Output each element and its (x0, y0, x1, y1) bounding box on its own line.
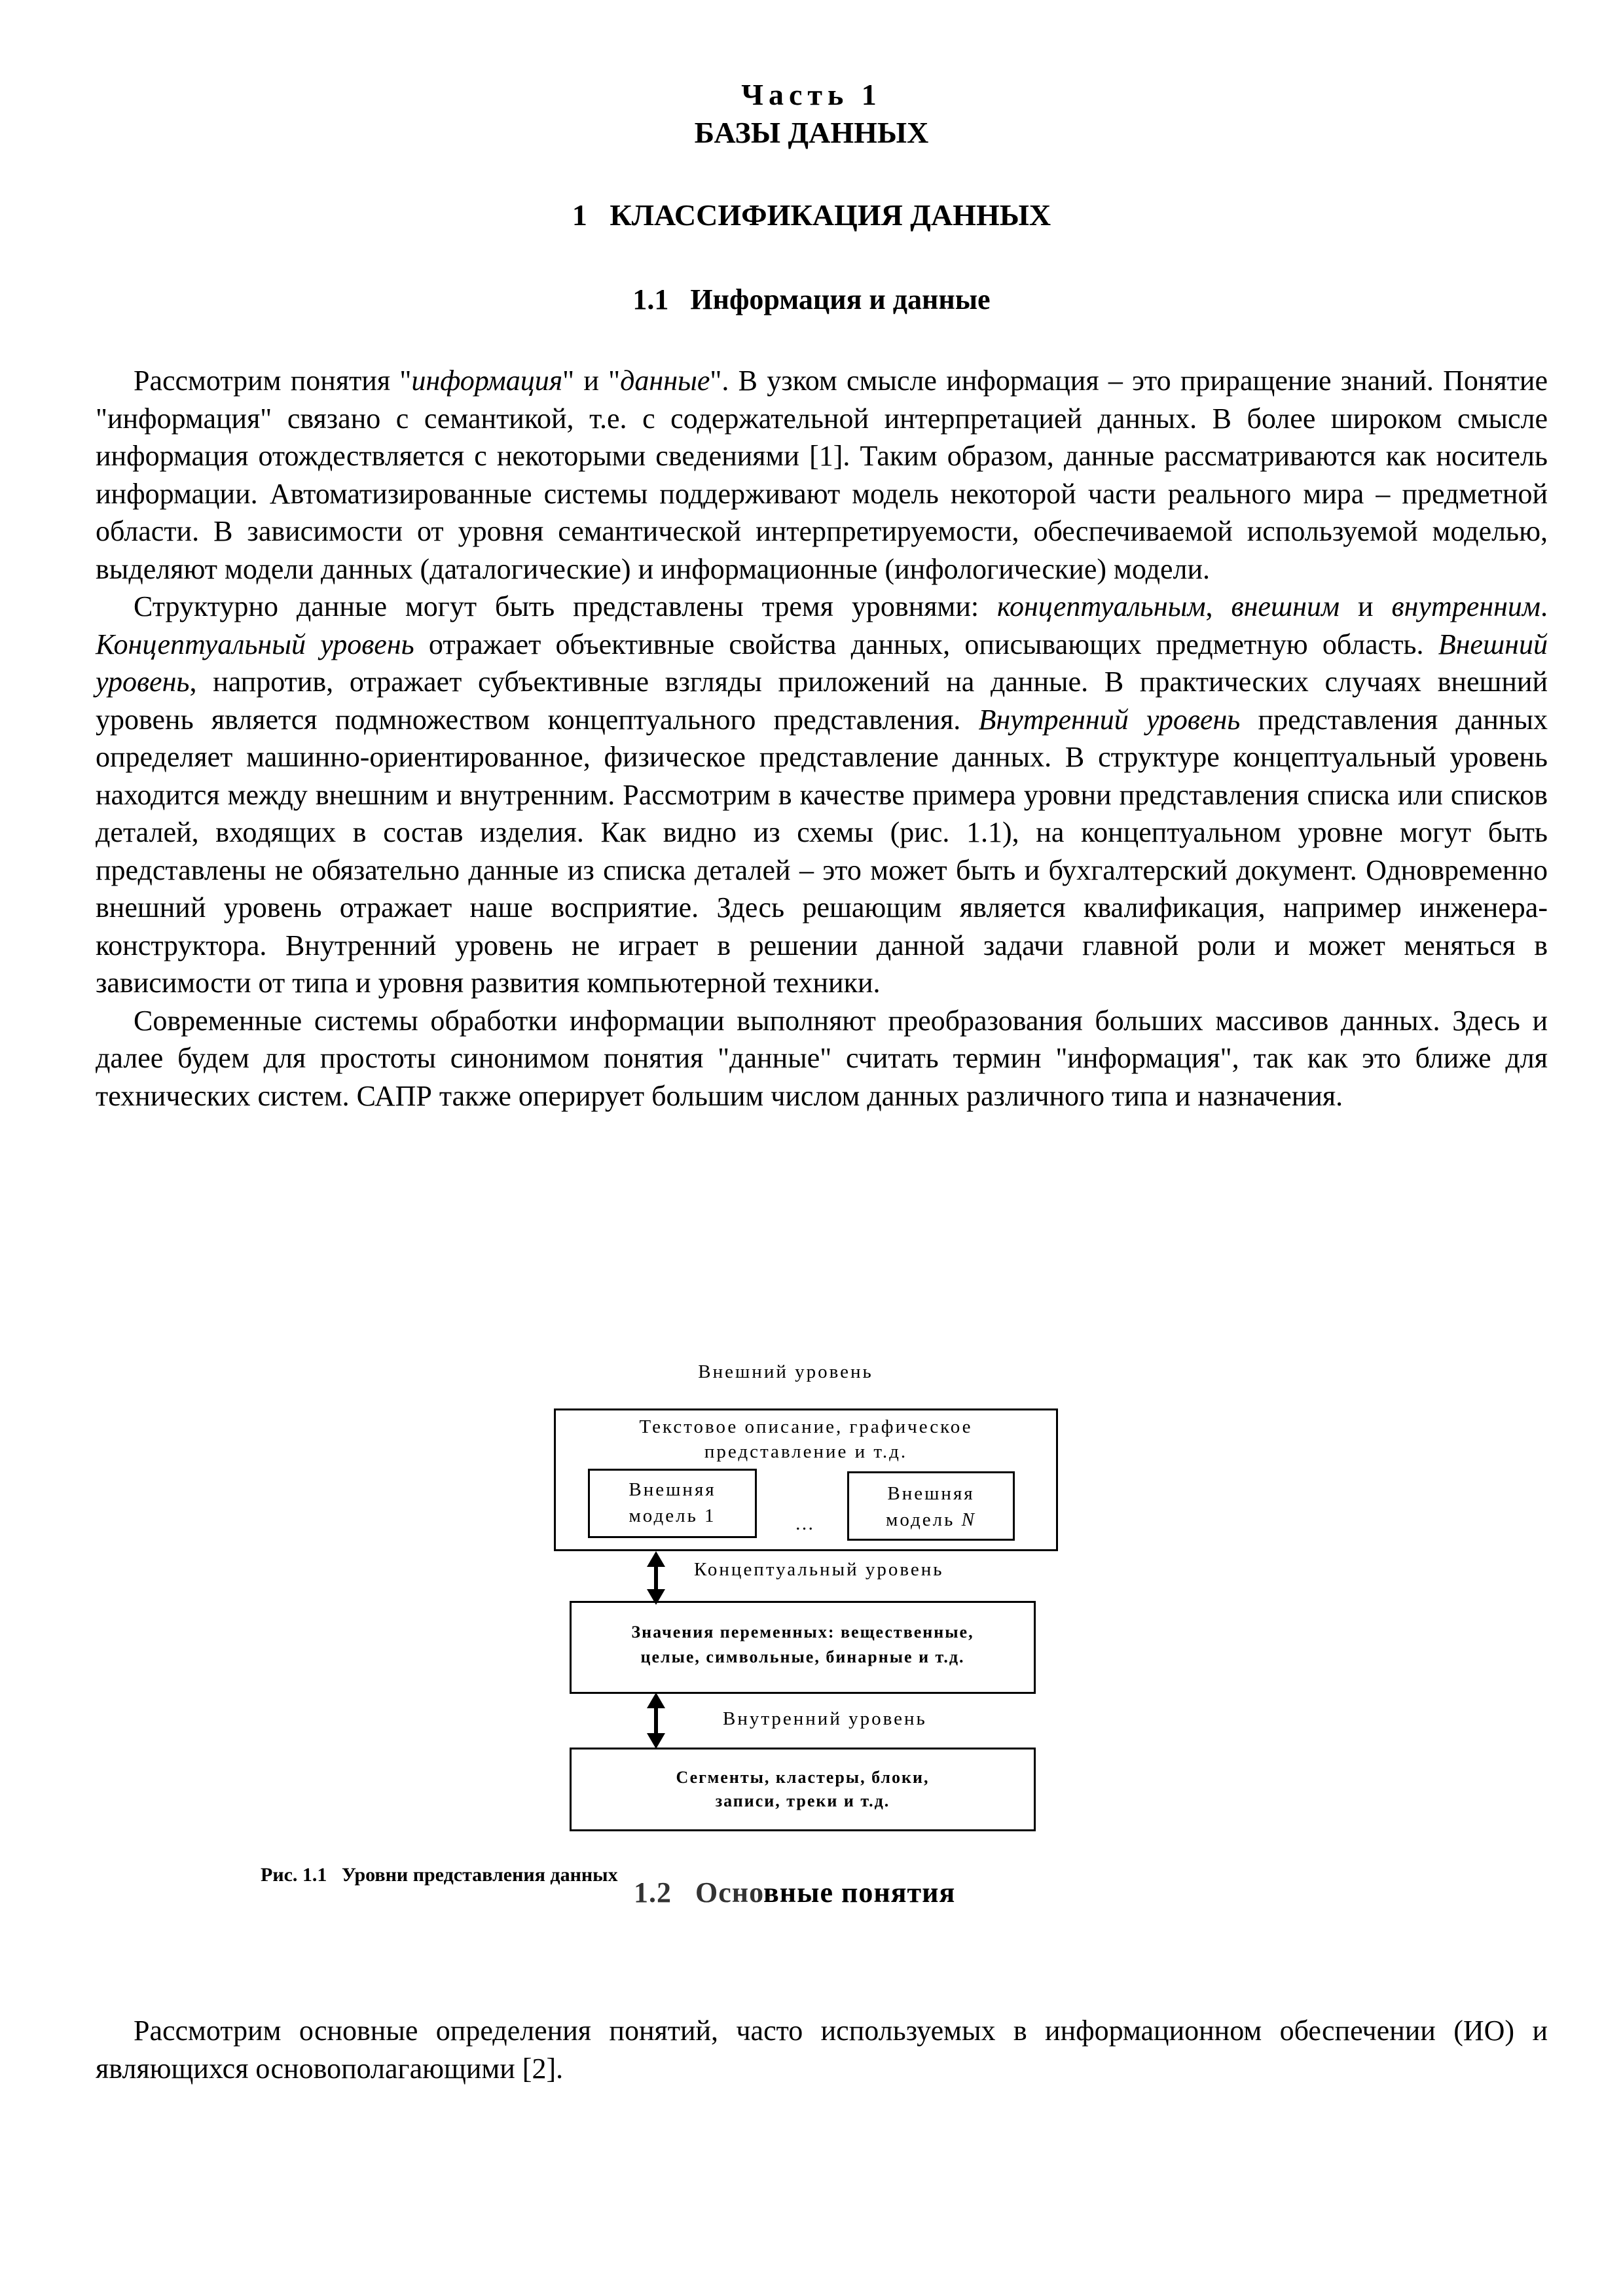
internal-box-line2: записи, треки и т.д. (715, 1791, 890, 1810)
p2-term-internal: внутренним (1391, 590, 1541, 622)
chapter-heading: 1 КЛАССИФИКАЦИЯ ДАННЫХ (572, 198, 1051, 232)
p2-term-internal-level: Внутренний уровень (978, 703, 1241, 736)
p1-text-e: ". В узком смысле информация – это приращение знаний. Понятие "информация" связано с семантикой, т.е. с содержательной интерпретацией данных. В более широком смысле информация отождествляется с некоторыми сведениями [1]. Таким образом, данные рассматриваются как носитель информации. Автоматизированные системы поддерживают модель некоторой части реального мира – предметной области. В зависимости от уровня семантической интерпретируемости, обеспечиваемой используемой моделью, выделяют модели данных (даталогические) и информационные (инфологические) модели. (96, 365, 1548, 585)
external-box-line1: Текстовое описание, графическое (639, 1416, 973, 1437)
p1-text-c: " и " (562, 365, 621, 397)
conceptual-box-line2: целые, символьные, бинарные и т.д. (640, 1647, 965, 1666)
label-external-level: Внешний уровень (698, 1361, 873, 1382)
models-ellipsis: … (795, 1513, 816, 1534)
external-box-line2: представление и т.д. (704, 1441, 908, 1462)
p2-term-external: внешним (1231, 590, 1340, 622)
section-heading-1-2 (634, 1876, 955, 1909)
paragraph-3: Современные системы обработки информации выполняют преобразования больших массивов данных. Здесь и далее будем для простоты синонимом понятия "данные" считать термин "информация", так как это ближе для технических систем. САПР также оперирует большим числом данных различного типа и назначения. (96, 1004, 1548, 1112)
internal-box-line1: Сегменты, кластеры, блоки, (676, 1768, 930, 1787)
part-number: Часть 1 (741, 78, 882, 111)
p2-text-c: , (1205, 590, 1231, 622)
p2-text-a: Структурно данные могут быть представлены тремя уровнями: (134, 590, 998, 622)
arrow-external-conceptual (647, 1551, 665, 1605)
p2-term-conceptual: концептуальным (997, 590, 1206, 622)
label-internal-level: Внутренний уровень (723, 1708, 927, 1729)
p2-term-conceptual-level: Концептуальный уровень (96, 628, 414, 660)
section-heading-1-2-part2: вные понятия (763, 1876, 956, 1909)
p2-text-i: отражает объективные свойства данных, описывающих предметную область. (414, 628, 1438, 660)
p2-text-k: , напротив, отражает субъективные взгляды приложений на данные. В практических случаях внешний уровень является подмножеством концептуального представления. (96, 666, 1548, 736)
external-model-1-line2: модель 1 (629, 1505, 716, 1526)
p1-term-data: данные (620, 365, 710, 397)
external-model-n-line1: Внешняя (887, 1483, 975, 1504)
section-heading-1-2-part1: 1.2 Осно (634, 1876, 764, 1909)
p2-text-e: и (1340, 590, 1392, 622)
part-title: БАЗЫ ДАННЫХ (694, 116, 929, 149)
body-text-section-1-2 (96, 2012, 1548, 2087)
p2-text-m: представления данных определяет машинно-ориентированное, физическое представление данных. В структуре концептуальный уровень находится между внешним и внутренним. Рассмотрим в качестве примера уровни представления списка или списков деталей, входящих в состав изделия. Как видно из схемы (рис. 1.1), на концептуальном уровне могут быть представлены не обязательно данные из списка деталей – это может быть и бухгалтерский документ. Одновременно внешний уровень отражает наше восприятие. Здесь решающим является квалификация, например инженера-конструктора. Внутренний уровень не играет в решении данной задачи главной роли и может меняться в зависимости от типа и уровня развития компьютерной техники. (96, 703, 1548, 999)
external-model-1-line1: Внешняя (629, 1479, 716, 1500)
p2-term-external-level: Внешний уровень (96, 628, 1548, 698)
p2-text-g: . (1541, 590, 1548, 622)
model-n-word: модель (886, 1509, 962, 1530)
section-heading: 1.1 Информация и данные (632, 283, 991, 315)
label-conceptual-level: Концептуальный уровень (694, 1559, 944, 1580)
model-n-letter: N (961, 1509, 976, 1530)
p1-term-information: информация (411, 365, 563, 397)
figure-caption: Рис. 1.1 Уровни представления данных (261, 1864, 618, 1886)
paragraph-4: Рассмотрим основные определения понятий, часто используемых в информационном обеспечении (ИО) и являющихся основополагающими [2]. (96, 2015, 1548, 2085)
p1-text-a: Рассмотрим понятия " (134, 365, 412, 397)
conceptual-box-line1: Значения переменных: вещественные, (631, 1623, 974, 1641)
arrow-conceptual-internal (647, 1693, 665, 1749)
